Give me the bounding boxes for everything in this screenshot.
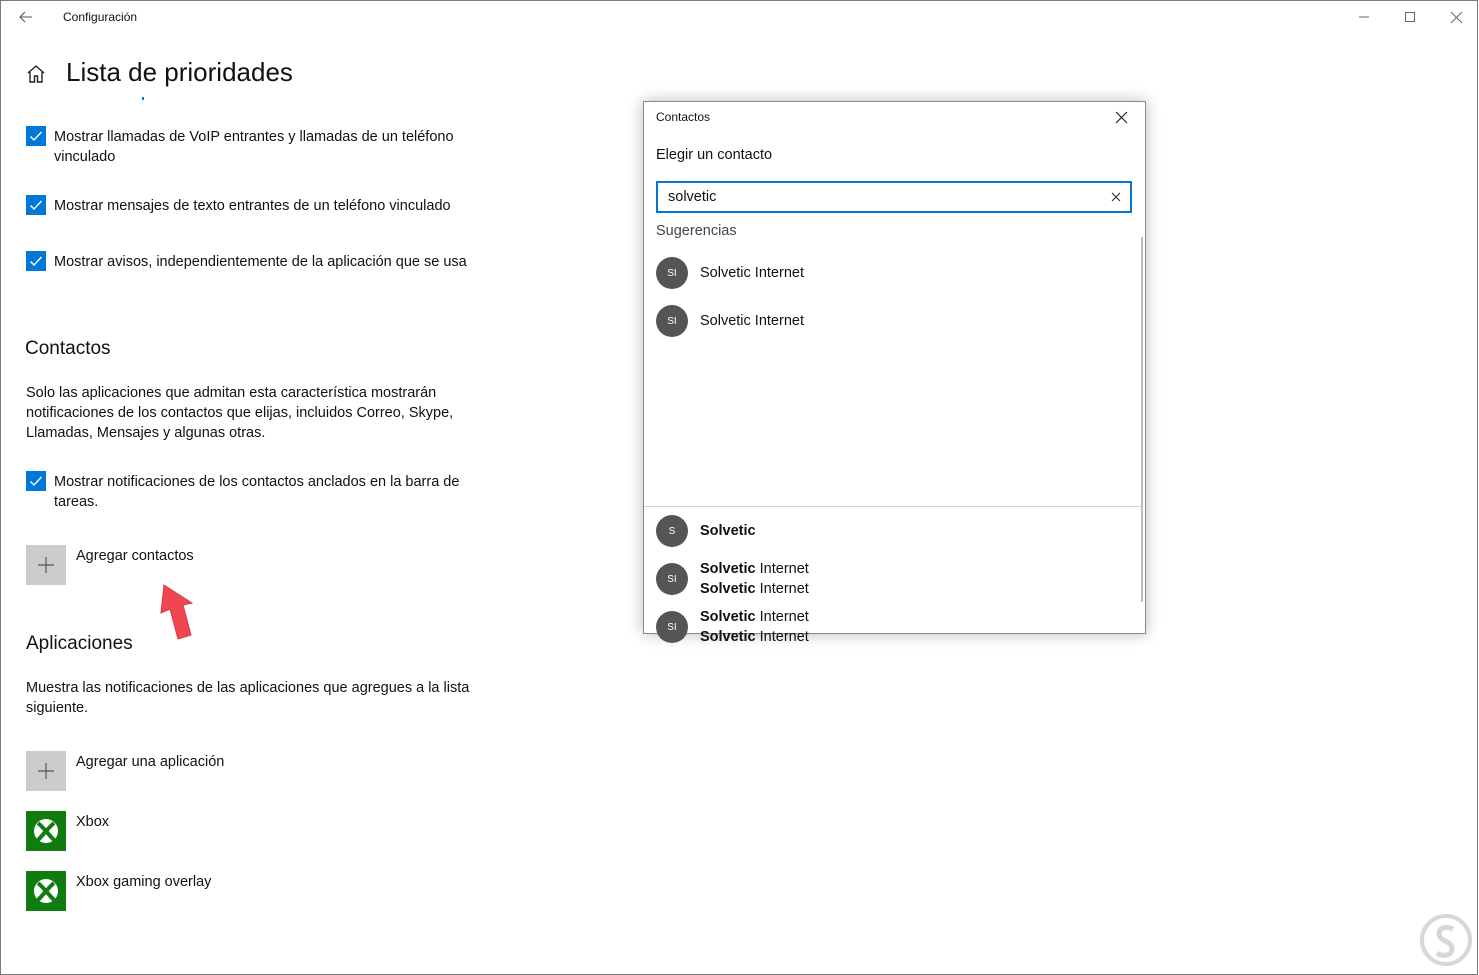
result-name-rest: Internet (755, 561, 809, 577)
plus-icon[interactable] (26, 751, 66, 791)
window-title: Configuración (63, 10, 138, 24)
result-item[interactable] (656, 515, 756, 547)
checkbox-checked-icon[interactable] (26, 471, 46, 491)
contacts-description: Solo las aplicaciones que admitan esta característica mostrarán notificaciones de los contactos que elijas, incluidos Correo, Skype, Llamadas, Mensajes y algunas otras. (26, 385, 454, 441)
checkbox-checked-icon[interactable] (26, 126, 46, 146)
plus-icon[interactable] (26, 545, 66, 585)
checkbox-label: Mostrar avisos, independientemente de la aplicación que se usa (54, 254, 467, 270)
checkbox-text-messages[interactable] (26, 196, 476, 216)
red-arrow-icon (151, 585, 201, 645)
back-arrow-icon[interactable] (9, 3, 43, 31)
app-item-xbox[interactable] (26, 811, 109, 851)
result-text (700, 559, 809, 599)
result-item[interactable] (656, 563, 809, 599)
checkbox-pinned-contacts[interactable] (26, 472, 476, 512)
match-highlight: Solvetic (700, 581, 756, 597)
result-detail-rest: Internet (755, 629, 809, 645)
checkbox-label: Mostrar mensajes de texto entrantes de un teléfono vinculado (54, 198, 451, 214)
maximize-icon[interactable] (1387, 1, 1433, 33)
result-text (700, 607, 809, 647)
page-title: Lista de prioridades (66, 57, 293, 87)
contacts-dialog (643, 101, 1146, 645)
suggestion-item[interactable] (656, 257, 804, 289)
scroll-indicator (142, 97, 144, 100)
clear-icon[interactable] (1108, 189, 1124, 205)
result-text (700, 521, 756, 541)
home-icon[interactable] (25, 63, 47, 85)
suggestion-item[interactable] (656, 305, 804, 337)
dialog-title: Contactos (656, 110, 711, 124)
result-name-rest: Internet (755, 609, 809, 625)
app-name: Xbox (76, 814, 110, 830)
close-icon[interactable] (1110, 106, 1132, 128)
avatar: SI (656, 611, 688, 643)
contact-name: Solvetic Internet (700, 313, 804, 329)
apps-heading: Aplicaciones (26, 633, 133, 654)
search-results-list (644, 507, 1141, 645)
checkbox-voip-calls[interactable] (26, 127, 476, 167)
scrollbar[interactable] (1141, 237, 1143, 602)
add-app-label[interactable]: Agregar una aplicación (76, 754, 225, 770)
checkbox-label: Mostrar notificaciones de los contactos anclados en la barra de tareas. (54, 474, 460, 510)
avatar: SI (656, 257, 688, 289)
match-highlight: Solvetic (700, 523, 756, 539)
apps-description: Muestra las notificaciones de las aplicaciones que agregues a la lista siguiente. (26, 680, 470, 716)
xbox-icon (26, 871, 66, 911)
avatar: S (656, 515, 688, 547)
suggestions-heading: Sugerencias (656, 223, 737, 239)
contact-search-box[interactable] (656, 181, 1132, 213)
result-item[interactable] (656, 611, 809, 647)
dialog-prompt: Elegir un contacto (656, 147, 773, 163)
match-highlight: Solvetic (700, 629, 756, 645)
xbox-icon (26, 811, 66, 851)
result-detail-rest: Internet (755, 581, 809, 597)
app-item-xbox-gaming-overlay[interactable] (26, 871, 211, 911)
add-contacts-button[interactable] (26, 545, 194, 585)
app-name: Xbox gaming overlay (76, 874, 212, 890)
minimize-icon[interactable] (1341, 1, 1387, 33)
add-contacts-label[interactable]: Agregar contactos (76, 548, 194, 564)
checkbox-reminders[interactable] (26, 252, 476, 272)
contacts-heading: Contactos (25, 338, 111, 359)
close-icon[interactable] (1433, 1, 1479, 33)
match-highlight: Solvetic (700, 609, 756, 625)
contact-name: Solvetic Internet (700, 265, 804, 281)
contact-search-input[interactable] (668, 183, 1088, 211)
add-app-button[interactable] (26, 751, 224, 791)
match-highlight: Solvetic (700, 561, 756, 577)
watermark-logo-icon (1419, 913, 1473, 971)
title-bar (1, 1, 1477, 33)
avatar: SI (656, 305, 688, 337)
checkbox-checked-icon[interactable] (26, 251, 46, 271)
checkbox-label: Mostrar llamadas de VoIP entrantes y llamadas de un teléfono vinculado (54, 129, 454, 165)
checkbox-checked-icon[interactable] (26, 195, 46, 215)
avatar: SI (656, 563, 688, 595)
